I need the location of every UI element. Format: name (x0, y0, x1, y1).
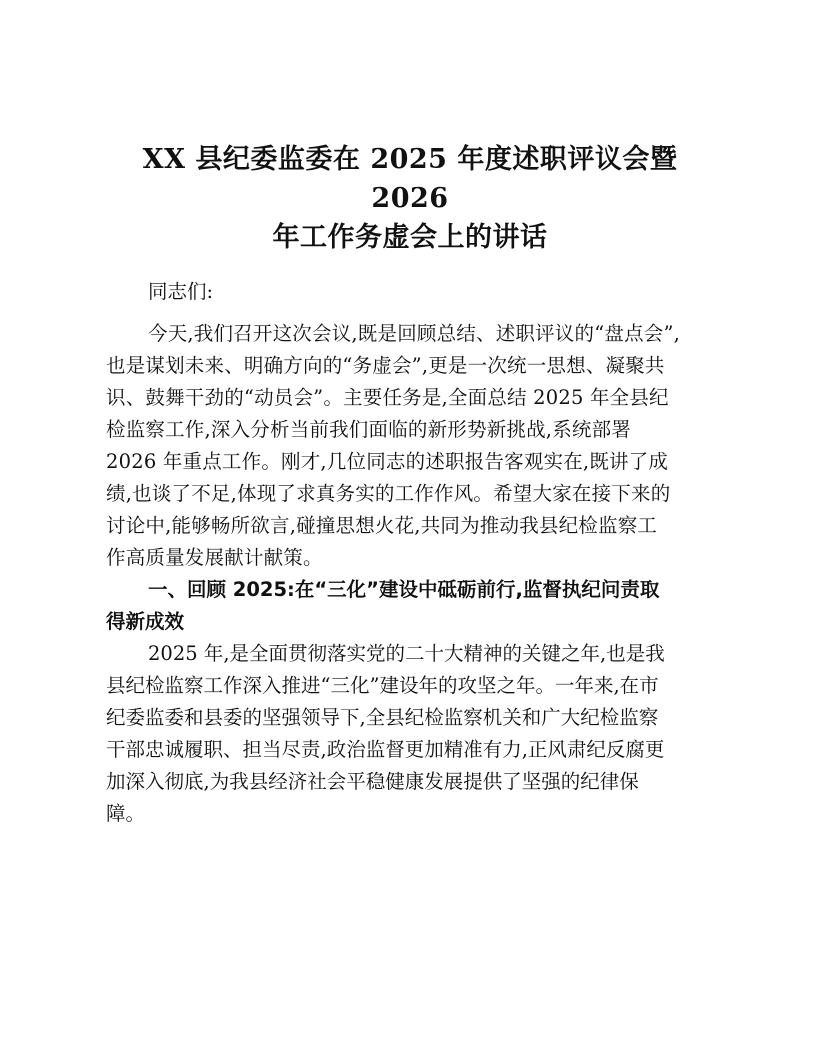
text-line: 2026 年重点工作。刚才,几位同志的述职报告客观实在,既讲了成 (106, 450, 669, 473)
text-line: 绩,也谈了不足,体现了求真务实的工作作风。希望大家在接下来的 (106, 482, 671, 505)
text-line: 讨论中,能够畅所欲言,碰撞思想火花,共同为推动我县纪检监察工 (106, 514, 658, 537)
text-line: 2025 年,是全面贯彻落实党的二十大精神的关键之年,也是我 (148, 642, 665, 665)
title-line: 年工作务虚会上的讲话 (272, 222, 548, 253)
text-line: 加深入彻底,为我县经济社会平稳健康发展提供了坚强的纪律保 (106, 770, 639, 793)
title-line: XX 县纪委监委在 2025 年度述职评议会暨 2026 (142, 144, 678, 214)
heading-line: 得新成效 (106, 610, 185, 633)
greeting: 同志们: (148, 280, 214, 303)
text-line: 干部忠诚履职、担当尽责,政治监督更加精准有力,正风肃纪反腐更 (106, 738, 665, 761)
paragraph-intro (106, 318, 714, 574)
text-line: 障。 (106, 802, 146, 825)
heading-line: 一、回顾 2025:在“三化”建设中砥砺前行,监督执纪问责取 (148, 578, 660, 601)
document-page (106, 140, 714, 830)
section-heading-1 (106, 574, 714, 638)
text-line: 今天,我们召开这次会议,既是回顾总结、述职评议的“盘点会”, (148, 322, 681, 345)
text-line: 作高质量发展献计献策。 (106, 546, 323, 569)
text-line: 识、鼓舞干劲的“动员会”。主要任务是,全面总结 2025 年全县纪 (106, 386, 669, 409)
text-line: 县纪检监察工作深入推进“三化”建设年的攻坚之年。一年来,在市 (106, 674, 659, 697)
document-title (106, 140, 714, 257)
paragraph-review (106, 638, 714, 830)
text-line: 也是谋划未来、明确方向的“务虚会”,更是一次统一思想、凝聚共 (106, 354, 665, 377)
text-line: 纪委监委和县委的坚强领导下,全县纪检监察机关和广大纪检监察 (106, 706, 659, 729)
text-line: 检监察工作,深入分析当前我们面临的新形势新挑战,系统部署 (106, 418, 631, 441)
